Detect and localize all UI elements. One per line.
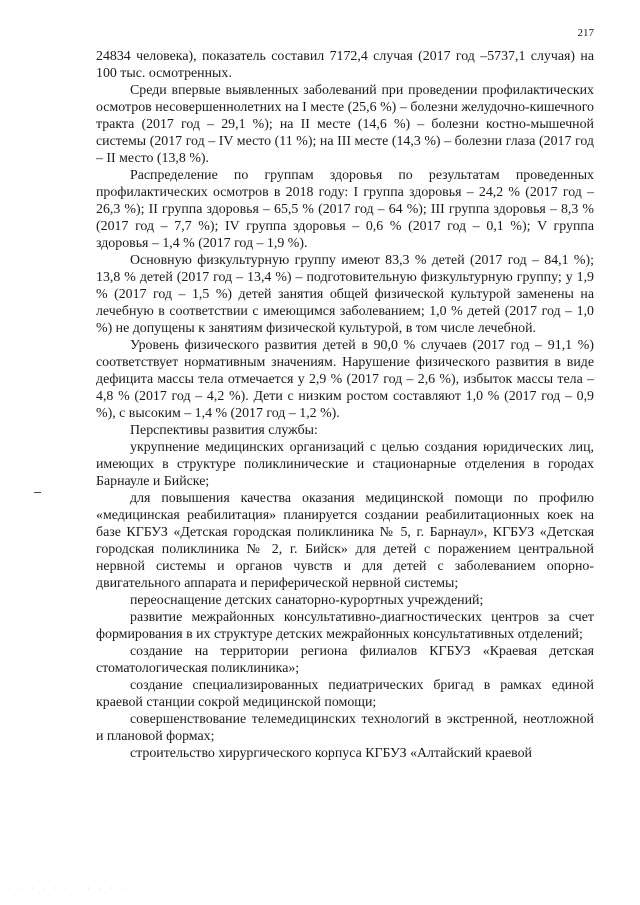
- paragraph: совершенствование телемедицинских технологий в экстренной, неотложной и плановой формах;: [96, 712, 594, 744]
- scan-noise: · · · · · · · · · · · ·: [8, 885, 138, 892]
- margin-mark: [34, 492, 41, 493]
- paragraph: укрупнение медицинских организаций с целью создания юридических лиц, имеющих в структуре поликлинические и стационарные отделения в городах Барнауле и Бийске;: [96, 440, 594, 489]
- paragraph: строительство хирургического корпуса КГБУЗ «Алтайский краевой: [130, 746, 532, 761]
- paragraph: Распределение по группам здоровья по результатам проведенных профилактических осмотров в 2018 году: I группа здоровья – 24,2 % (2017 год – 26,3 %); II группа здоровья – 65,5 % (2017 год – 64 %); III группа здоровья – 8,3 % (2017 год – 7,7 %); IV группа здоровья – 0,6 % (2017 год – 0,1 %); V группа здоровья – 1,4 % (2017 год – 1,9 %).: [96, 168, 594, 251]
- paragraph: создание на территории региона филиалов КГБУЗ «Краевая детская стоматологическая поликлиника»;: [96, 644, 594, 676]
- paragraph: 24834 человека), показатель составил 7172,4 случая (2017 год –5737,1 случая) на 100 тыс. осмотренных.: [96, 49, 594, 81]
- paragraph: Основную физкультурную группу имеют 83,3 % детей (2017 год – 84,1 %); 13,8 % детей (2017 год – 13,4 %) – подготовительную физкультурную группу; у 1,9 % (2017 год – 1,5 %) детей занятия общей физической культурой заменены на лечебную в соответствии с имеющимся заболеванием; 1,0 % детей (2017 год – 1,0 %) не допущены к занятиям физической культурой, в том числе лечебной.: [96, 253, 594, 336]
- page-number: 217: [577, 27, 594, 39]
- document-body: [96, 48, 594, 762]
- paragraph: Среди впервые выявленных заболеваний при проведении профилактических осмотров несовершеннолетних на I месте (25,6 %) – болезни желудочно-кишечного тракта (2017 год – 29,1 %); на II месте (14,6 %) – болезни костно-мышечной системы (2017 год – IV место (11 %); на III месте (14,3 %) – болезни глаза (2017 год – II место (13,8 %).: [96, 83, 594, 166]
- paragraph: создание специализированных педиатрических бригад в рамках единой краевой станции сокрой медицинской помощи;: [96, 678, 594, 710]
- paragraph: развитие межрайонных консультативно-диагностических центров за счет формирования в их структуре детских межрайонных консультативных отделений;: [96, 610, 594, 642]
- paragraph: для повышения качества оказания медицинской помощи по профилю «медицинская реабилитация» планируется создании реабилитационных коек на базе КГБУЗ «Детская городская поликлиника № 5, г. Барнаул», КГБУЗ «Детская городская поликлиника № 2, г. Бийск» для детей с поражением центральной нервной системы и органов чувств и для детей с заболеванием опорно-двигательного аппарата и периферической нервной системы;: [96, 491, 594, 591]
- paragraph: Перспективы развития службы:: [130, 423, 318, 438]
- paragraph: переоснащение детских санаторно-курортных учреждений;: [130, 593, 484, 608]
- paragraph: Уровень физического развития детей в 90,0 % случаев (2017 год – 91,1 %) соответствует нормативным значениям. Нарушение физического развития в виде дефицита массы тела отмечается у 2,9 % (2017 год – 2,6 %), избыток массы тела – 4,8 % (2017 год – 4,2 %). Дети с низким ростом составляют 1,0 % (2017 год – 0,9 %), с высоким – 1,4 % (2017 год – 1,2 %).: [96, 338, 594, 421]
